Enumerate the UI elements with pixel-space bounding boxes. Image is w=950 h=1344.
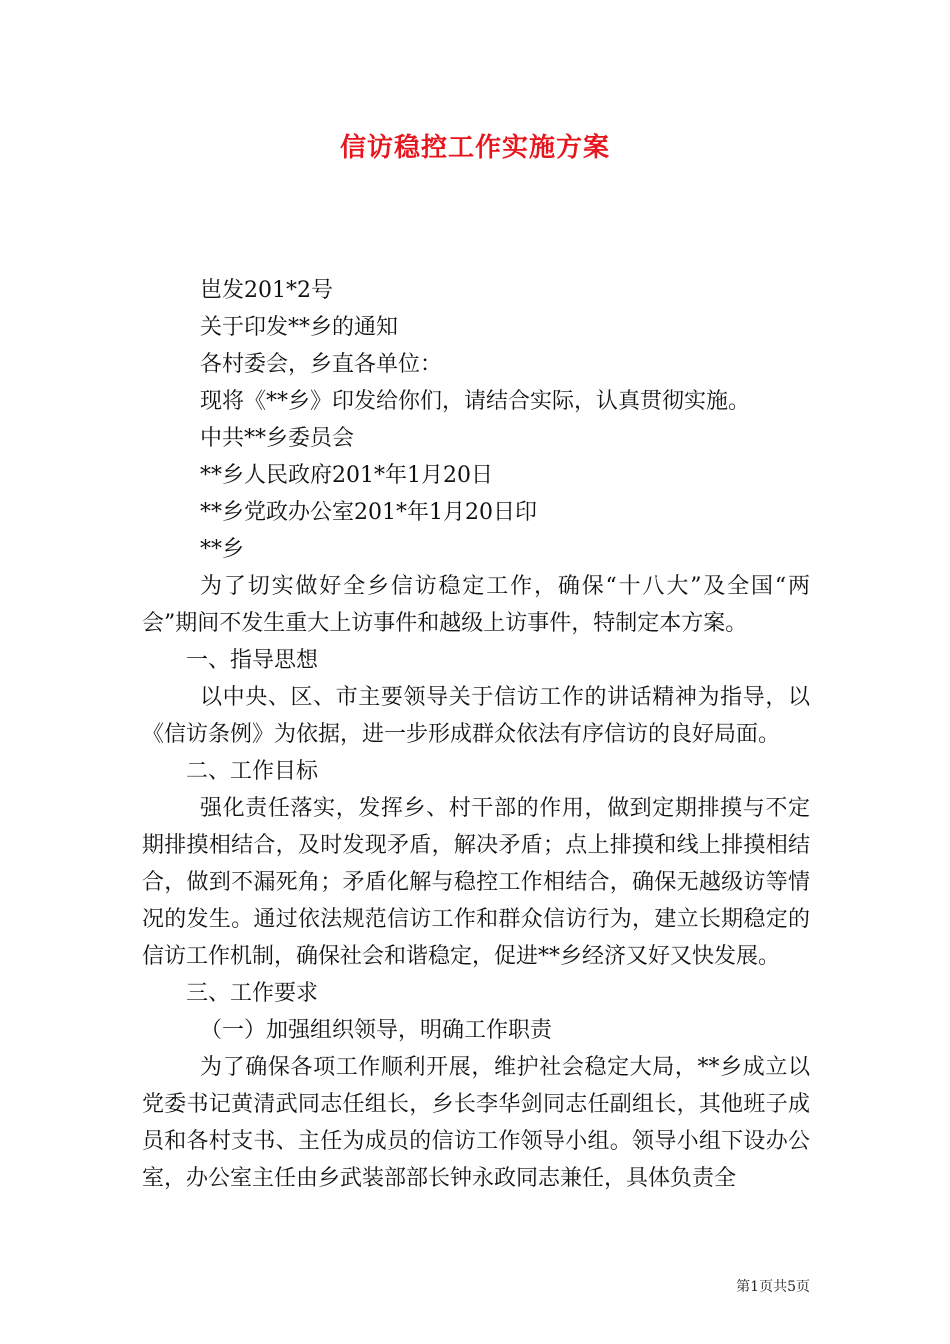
section-3-sub-1-paragraph: 为了确保各项工作顺利开展，维护社会稳定大局，**乡成立以党委书记黄清武同志任组长，乡长李华剑同志任副组长，其他班子成员和各村支书、主任为成员的信访工作领导小组。领导小组下设办公室，办公室主任由乡武装部部长钟永政同志兼任，具体负责全: [142, 1055, 810, 1191]
section-2-paragraph: 强化责任落实，发挥乡、村干部的作用，做到定期排摸与不定期排摸相结合，及时发现矛盾，解决矛盾；点上排摸和线上排摸相结合，做到不漏死角；矛盾化解与稳控工作相结合，确保无越级访等情况的发生。通过依法规范信访工作和群众信访行为，建立长期稳定的信访工作机制，确保社会和谐稳定，促进**乡经济又好又快发展。: [142, 796, 810, 969]
intro-paragraph: 为了切实做好全乡信访稳定工作，确保“十八大”及全国“两会”期间不发生重大上访事件和越级上访事件，特制定本方案。: [142, 574, 810, 636]
section-1-paragraph: 以中央、区、市主要领导关于信访工作的讲话精神为指导，以《信访条例》为依据，进一步形成群众依法有序信访的良好局面。: [142, 685, 810, 747]
section-3-heading: 三、工作要求: [186, 981, 319, 1006]
recipients: 各村委会，乡直各单位：: [200, 352, 443, 377]
page-number: 第1页共5页: [736, 1279, 810, 1295]
doc-number: 岜发201*2号: [200, 278, 333, 303]
issuer-party-committee: 中共**乡委员会: [200, 426, 355, 451]
section-3-sub-1-heading: （一）加强组织领导，明确工作职责: [200, 1018, 553, 1043]
notice-body: 现将《**乡》印发给你们，请结合实际，认真贯彻实施。: [200, 389, 751, 414]
document-title: 信访稳控工作实施方案: [339, 133, 610, 163]
notice-title: 关于印发**乡的通知: [200, 315, 399, 340]
document-body: [142, 272, 810, 1197]
issuer-office: **乡党政办公室201*年1月20日印: [200, 500, 537, 525]
section-2-heading: 二、工作目标: [186, 759, 319, 784]
plan-subtitle: **乡: [200, 537, 245, 562]
issuer-government: **乡人民政府201*年1月20日: [200, 463, 493, 488]
section-1-heading: 一、指导思想: [186, 648, 319, 673]
